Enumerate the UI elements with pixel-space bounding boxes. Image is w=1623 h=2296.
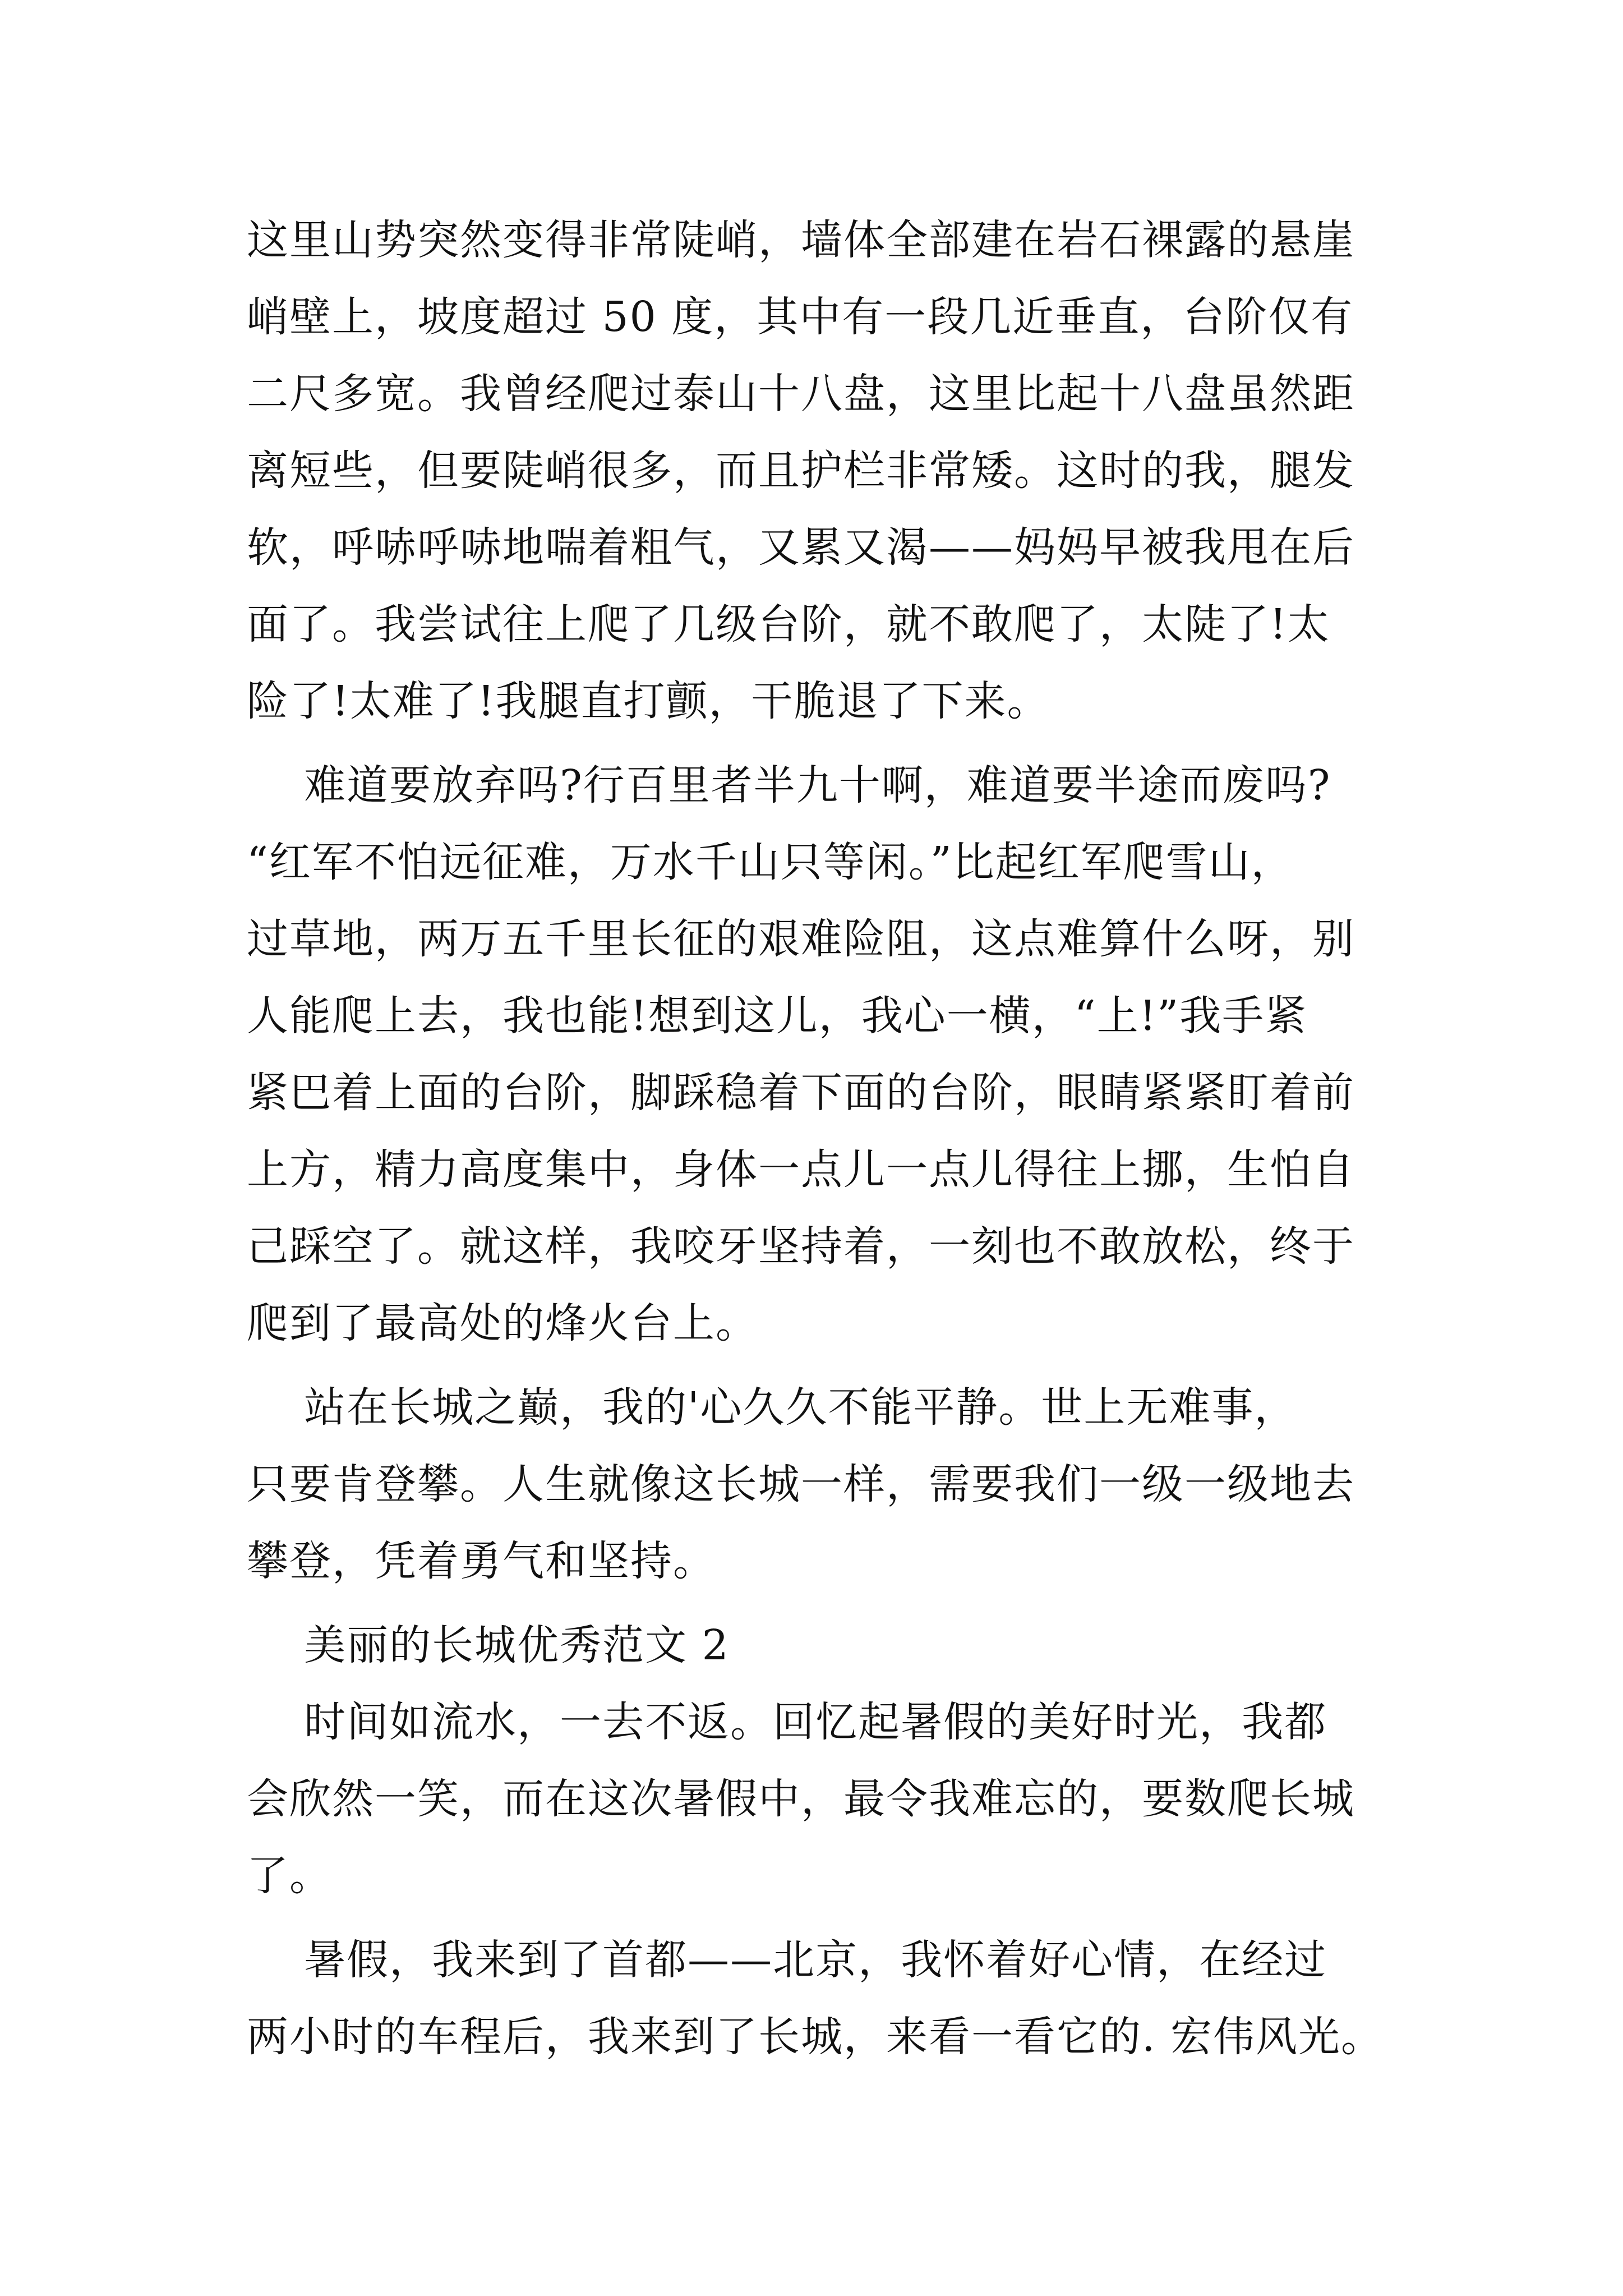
paragraph-gap [247,1915,1382,1922]
text-line: 时间如流水，一去不返。回忆起暑假的美好时光，我都 [247,1698,1327,1746]
text-line: 二尺多宽。我曾经爬过泰山十八盘，这里比起十八盘虽然距 [247,370,1355,418]
paragraph-gap [247,740,1382,747]
text-line: 上方，精力高度集中，身体一点儿一点儿得往上挪，生怕自 [247,1145,1355,1194]
text-line: 离短些，但要陡峭很多，而且护栏非常矮。这时的我，腿发 [247,447,1355,495]
text-line: 人能爬上去，我也能!想到这儿，我心一横，“上!”我手紧 [247,992,1308,1040]
text-line: 站在长城之巅，我的'心久久不能平静。世上无难事， [247,1383,1297,1432]
text-line: 峭壁上，坡度超过 50 度，其中有一段几近垂直，台阶仅有 [247,293,1354,341]
document-body [247,202,1382,2076]
text-line: 险了!太难了!我腿直打颤，干脆退了下来。 [247,677,1050,725]
paragraph-gap [247,1600,1382,1607]
text-line: 己踩空了。就这样，我咬牙坚持着，一刻也不敢放松，终于 [247,1222,1355,1271]
text-line: 紧巴着上面的台阶，脚踩稳着下面的台阶，眼睛紧紧盯着前 [247,1069,1355,1117]
text-line: 过草地，两万五千里长征的艰难险阻，这点难算什么呀，别 [247,915,1355,963]
section-heading: 美丽的长城优秀范文 2 [247,1621,730,1669]
text-line: 爬到了最高处的烽火台上。 [247,1299,758,1347]
text-line: 暑假，我来到了首都——北京，我怀着好心情，在经过 [247,1936,1327,1984]
text-line: 难道要放弃吗?行百里者半九十啊，难道要半途而废吗? [247,761,1331,809]
paragraph-gap [247,1362,1382,1369]
text-line: 软，呼哧呼哧地喘着粗气，又累又渴——妈妈早被我甩在后 [247,523,1355,572]
text-line: 这里山势突然变得非常陡峭，墙体全部建在岩石裸露的悬崖 [247,216,1355,264]
text-line: 两小时的车程后，我来到了长城，来看一看它的. 宏伟风光。 [247,2013,1384,2061]
text-line: 只要肯登攀。人生就像这长城一样，需要我们一级一级地去 [247,1460,1355,1508]
text-line: 面了。我尝试往上爬了几级台阶，就不敢爬了，太陡了!太 [247,600,1330,648]
text-line: 攀登，凭着勇气和坚持。 [247,1537,716,1585]
text-line: 会欣然一笑，而在这次暑假中，最令我难忘的，要数爬长城 [247,1775,1355,1823]
text-line: 了。 [247,1852,332,1900]
text-line: “红军不怕远征难，万水千山只等闲。”比起红军爬雪山， [247,838,1294,886]
